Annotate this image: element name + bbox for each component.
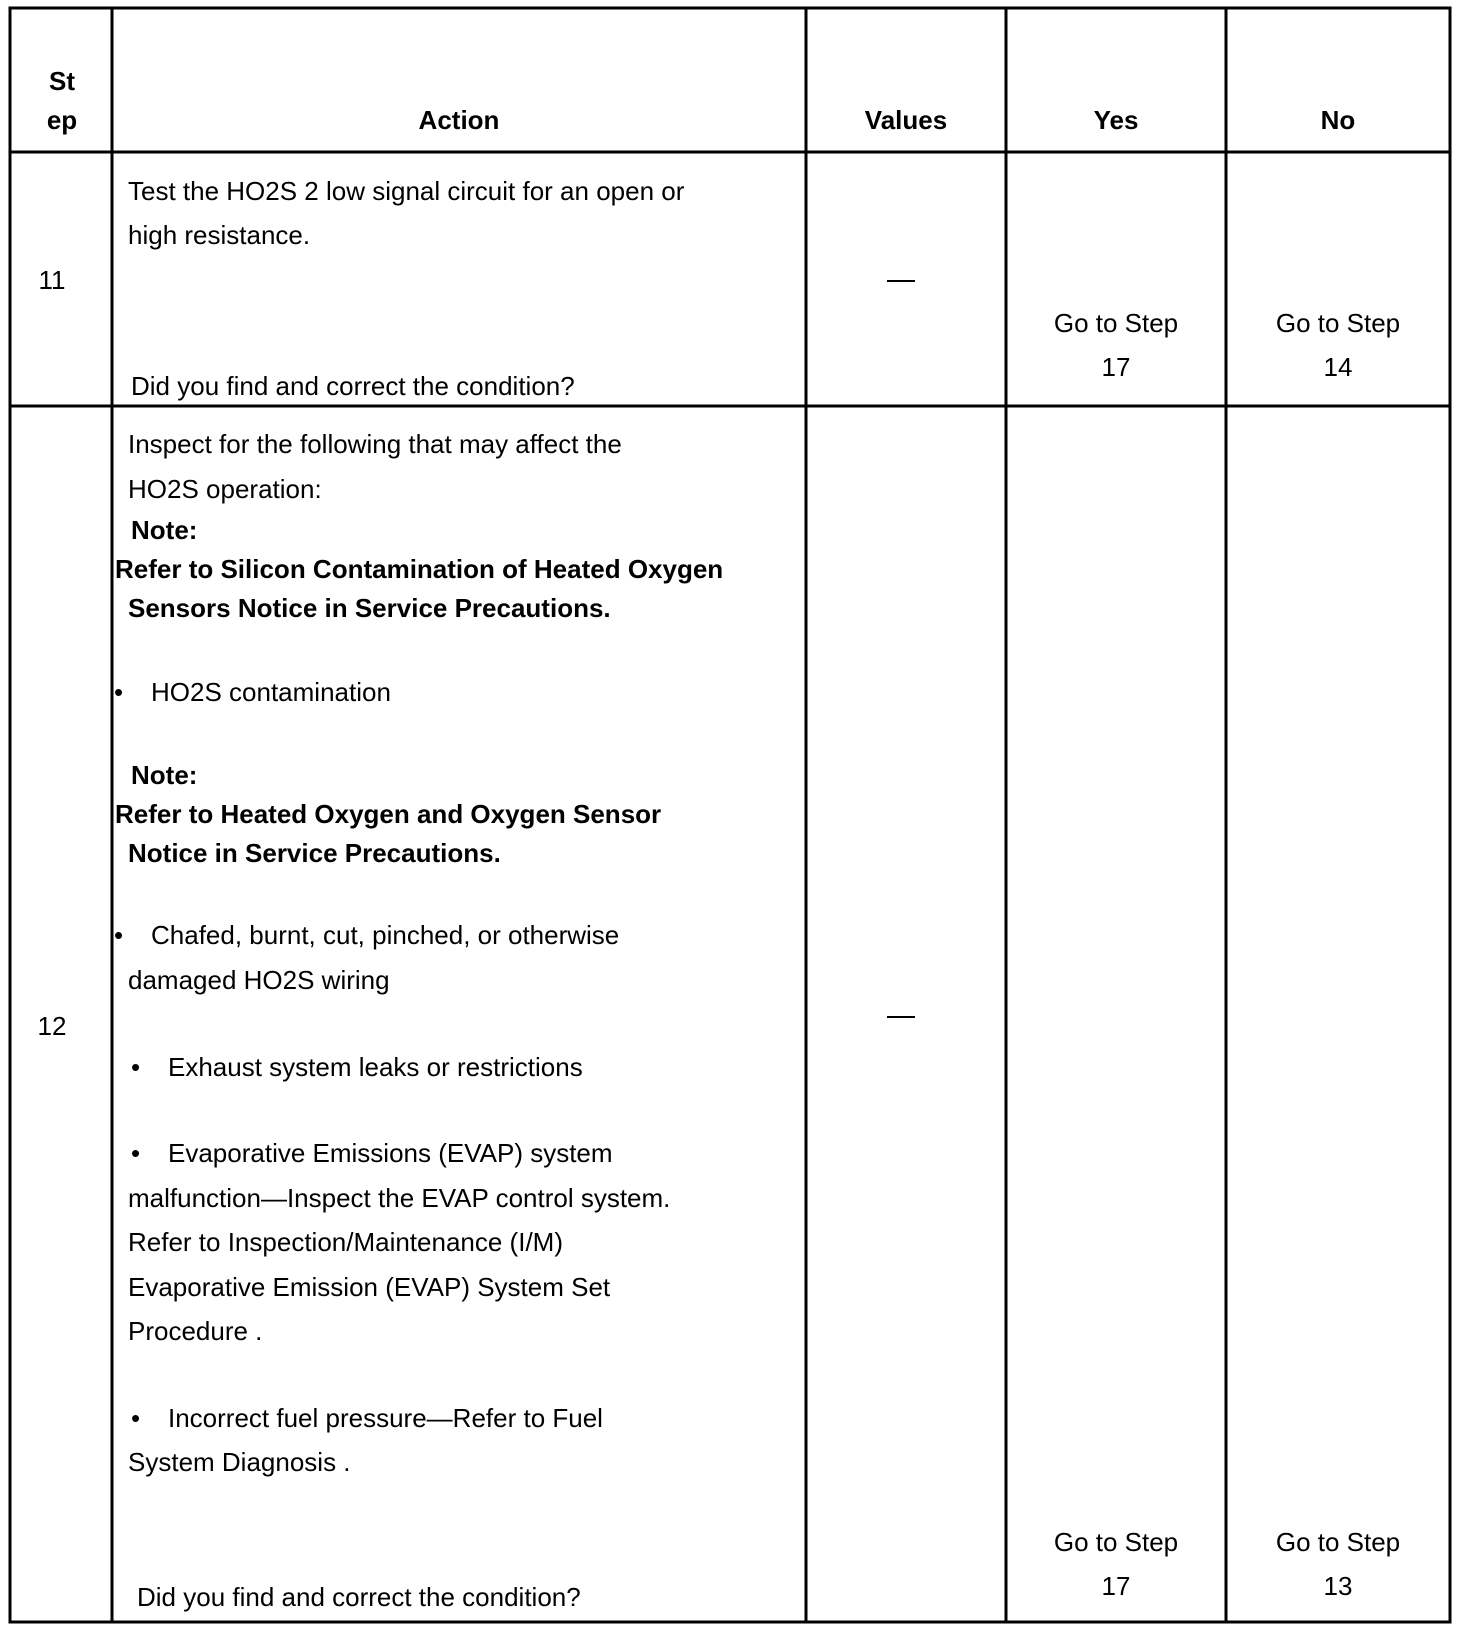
bullet-icon: • bbox=[114, 920, 124, 950]
header-no: No bbox=[1320, 105, 1356, 135]
no-step-number: 13 bbox=[1323, 1571, 1353, 1601]
bullet-icon: • bbox=[131, 1403, 141, 1433]
action-text-line: HO2S operation: bbox=[128, 474, 322, 504]
action-text-line: Test the HO2S 2 low signal circuit for an open or bbox=[128, 176, 685, 206]
bullet-item-continued: Refer to Inspection/Maintenance (I/M) bbox=[128, 1227, 563, 1257]
note-text-line: Refer to Heated Oxygen and Oxygen Sensor bbox=[115, 799, 662, 829]
action-question: Did you find and correct the condition? bbox=[131, 371, 575, 401]
bullet-item-continued: Evaporative Emission (EVAP) System Set bbox=[128, 1272, 611, 1302]
bullet-icon: • bbox=[131, 1138, 141, 1168]
action-text-line: high resistance. bbox=[128, 220, 311, 250]
yes-go-to-step: Go to Step bbox=[1053, 1527, 1179, 1557]
bullet-item: Exhaust system leaks or restrictions bbox=[168, 1052, 583, 1082]
bullet-item: Chafed, burnt, cut, pinched, or otherwise bbox=[151, 920, 620, 950]
note-text-line: Sensors Notice in Service Precautions. bbox=[128, 593, 611, 623]
action-question: Did you find and correct the condition? bbox=[137, 1582, 581, 1612]
yes-step-number: 17 bbox=[1101, 352, 1131, 382]
header-values: Values bbox=[864, 105, 948, 135]
step-number: 12 bbox=[37, 1011, 67, 1041]
bullet-icon: • bbox=[114, 677, 124, 707]
action-text-line: Inspect for the following that may affect the bbox=[128, 429, 622, 459]
bullet-item-continued: Procedure . bbox=[128, 1316, 263, 1346]
yes-step-number: 17 bbox=[1101, 1571, 1131, 1601]
header-yes: Yes bbox=[1093, 105, 1139, 135]
note-text-line: Refer to Silicon Contamination of Heated Oxygen bbox=[115, 554, 724, 584]
values-dash bbox=[887, 1016, 915, 1018]
bullet-item-continued: damaged HO2S wiring bbox=[128, 965, 390, 995]
bullet-item-continued: System Diagnosis . bbox=[128, 1447, 351, 1477]
step-number: 11 bbox=[38, 265, 66, 295]
header-action: Action bbox=[418, 105, 500, 135]
no-step-number: 14 bbox=[1323, 352, 1353, 382]
values-dash bbox=[887, 280, 915, 282]
note-text-line: Notice in Service Precautions. bbox=[128, 838, 501, 868]
bullet-item-continued: malfunction—Inspect the EVAP control system. bbox=[128, 1183, 671, 1213]
bullet-item: Evaporative Emissions (EVAP) system bbox=[168, 1138, 613, 1168]
header-step-line2: ep bbox=[46, 105, 78, 135]
note-label: Note: bbox=[131, 515, 198, 545]
bullet-icon: • bbox=[131, 1052, 141, 1082]
header-step-line1: St bbox=[49, 66, 75, 96]
yes-go-to-step: Go to Step bbox=[1053, 308, 1179, 338]
no-go-to-step: Go to Step bbox=[1275, 1527, 1401, 1557]
bullet-item: Incorrect fuel pressure—Refer to Fuel bbox=[168, 1403, 603, 1433]
bullet-item: HO2S contamination bbox=[151, 677, 391, 707]
note-label: Note: bbox=[131, 760, 198, 790]
no-go-to-step: Go to Step bbox=[1275, 308, 1401, 338]
